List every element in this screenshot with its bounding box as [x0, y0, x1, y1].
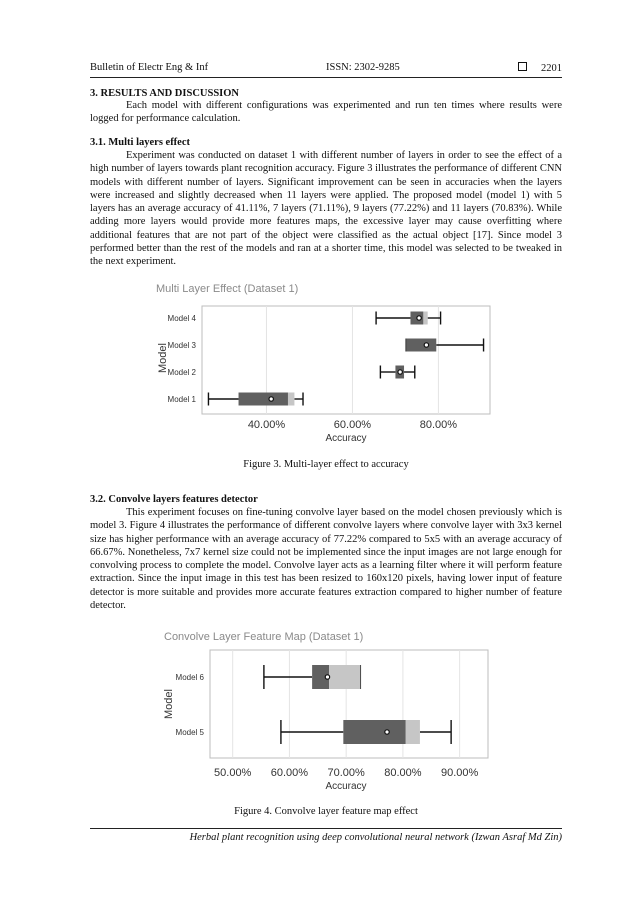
x-tick-label: 60.00% — [270, 767, 309, 779]
mean-marker — [398, 370, 402, 374]
box-lower — [343, 720, 405, 744]
category-label: Model 6 — [175, 673, 204, 682]
category-label: Model 1 — [167, 395, 196, 404]
box-icon — [518, 62, 527, 71]
chart-title: Convolve Layer Feature Map (Dataset 1) — [164, 631, 364, 643]
section-3-1-paragraph: Experiment was conducted on dataset 1 with different number of layers in order to see the effect of a high number of layers towards plant recognition accuracy. Figure 3 illustrates the performance of different CNN models with different number of layers. Significant improvement can be seen in accuracies when the layers were increased and slightly decreased when 11 layers were applied. The proposed model (model 1) with 5 layers has an average accuracy of 41.11%, 7 layers (71.11%), 9 layers (77.22%) and 11 layers (70.83%). While adding more layers would provide more features maps, the excessive layer may cause overfitting where additional features that are not part of the object were classified as the actual object [17]. Since model 3 performed better than the rest of the models and ran at a shorter time, this model was selected to be tweaked in the next experiment. — [90, 150, 562, 268]
figure-4-chart — [158, 626, 496, 796]
box-upper — [406, 720, 420, 744]
chart-title: Multi Layer Effect (Dataset 1) — [156, 283, 299, 295]
page-number-block — [518, 62, 562, 74]
mean-marker — [424, 343, 428, 347]
section-3-2-heading: 3.2. Convolve layers features detector — [90, 494, 258, 505]
header-rule — [90, 77, 562, 78]
box-lower — [406, 339, 436, 352]
y-axis-label: Model — [163, 689, 175, 719]
x-axis-label: Accuracy — [325, 433, 367, 444]
journal-name: Bulletin of Electr Eng & Inf — [90, 62, 209, 73]
x-axis-label: Accuracy — [325, 781, 367, 792]
issn: ISSN: 2302-9285 — [326, 62, 400, 73]
figure-3-chart — [150, 278, 500, 448]
category-label: Model 4 — [167, 314, 196, 323]
category-label: Model 5 — [175, 728, 204, 737]
figure-3-caption: Figure 3. Multi-layer effect to accuracy — [243, 459, 409, 470]
mean-marker — [325, 675, 329, 679]
footer-rule — [90, 828, 562, 829]
section-3-heading: 3. RESULTS AND DISCUSSION — [90, 88, 239, 99]
x-tick-label: 90.00% — [440, 767, 479, 779]
running-header — [90, 62, 562, 76]
x-tick-label: 80.00% — [384, 767, 422, 779]
y-axis-label: Model — [157, 343, 169, 373]
figure-4-caption: Figure 4. Convolve layer feature map effect — [234, 806, 418, 817]
page-number: 2201 — [541, 63, 562, 74]
box-upper — [423, 312, 427, 325]
running-footer: Herbal plant recognition using deep convolutional neural network (Izwan Asraf Md Zin) — [189, 832, 562, 843]
box-lower — [239, 393, 288, 406]
mean-marker — [269, 397, 273, 401]
mean-marker — [385, 730, 389, 734]
box-upper — [288, 393, 294, 406]
mean-marker — [417, 316, 421, 320]
section-3-1-heading: 3.1. Multi layers effect — [90, 137, 191, 148]
x-tick-label: 60.00% — [333, 419, 372, 431]
x-tick-label: 80.00% — [419, 419, 458, 431]
section-3-2-paragraph: This experiment focuses on fine-tuning convolve layer based on the model chosen previously which is model 3. Figure 4 illustrates the performance of different convolve layers where convolve layer with 3x3 kernel size has higher performance with an average accuracy of 77.22% compared to 5x5 with an average accuracy of 66.67%. Nonetheless, 7x7 kernel size could not be implemented since the input images are not large enough for convolving process to complete the model. Convolve layer acts as a learning filter where it will perform feature extraction. Since the input image in this test has been resized to 160x120 pixels, having lower input of feature detector is more suitable and provides more accurate features extraction compared to higher number of feature detector. — [90, 507, 562, 612]
x-tick-label: 70.00% — [327, 767, 365, 779]
box-upper — [329, 665, 360, 689]
x-tick-label: 50.00% — [214, 767, 252, 779]
category-label: Model 3 — [167, 341, 196, 350]
x-tick-label: 40.00% — [247, 419, 286, 431]
section-3-paragraph: Each model with different configurations was experimented and run ten times where results were logged for performance calculation. — [90, 100, 562, 125]
category-label: Model 2 — [167, 368, 196, 377]
